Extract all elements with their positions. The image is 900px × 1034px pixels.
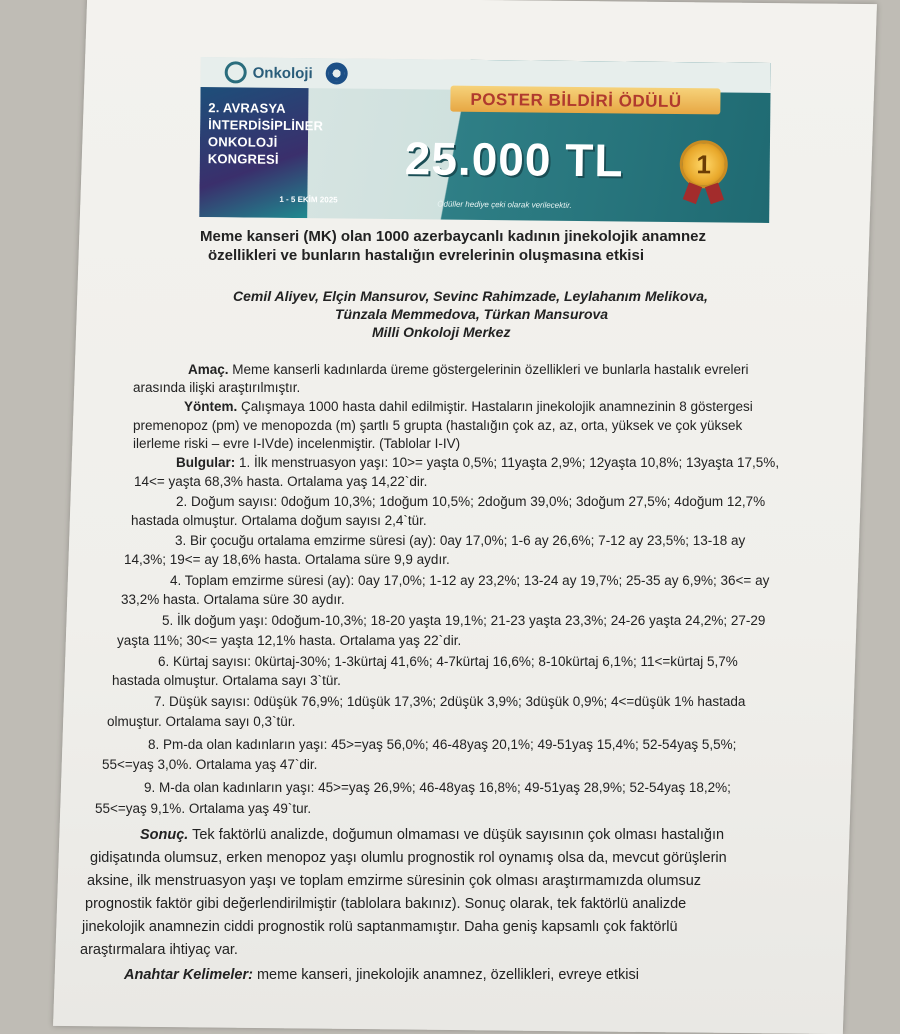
sonuc-line-4: prognostik faktör gibi değerlendirilmiştir (tablolara bakınız). Sonuç olarak, tek faktörlü analizde (85, 896, 687, 912)
sonuc-line-6: araştırmalara ihtiyaç var. (80, 942, 238, 958)
amac-line-2: arasında ilişki araştırılmıştır. (133, 380, 301, 395)
title-line-1: Meme kanseri (MK) olan 1000 azerbaycanlı kadının jinekolojik anamnez (200, 228, 707, 245)
bulgular-3-line-2: 14,3%; 19<= ay 18,6% hasta. Ortalama süre 9,9 aydır. (124, 552, 450, 567)
logo-text: Onkoloji (252, 64, 313, 83)
bulgular-6-line-2: hastada olmuştur. Ortalama sayı 3`tür. (112, 673, 341, 688)
sonuc-line-2: gidişatında olumsuz, erken menopoz yaşı olumlu prognostik rol oynamış olsa da, mevcut görüşlerin (90, 850, 727, 866)
congress-title-line: 2. AVRASYA (208, 100, 286, 116)
sonuc-line-3: aksine, ilk menstruasyon yaşı ve toplam emzirme süresinin çok olması araştırmamızda olumsuz (87, 873, 702, 889)
bulgular-4-line-2: 33,2% hasta. Ortalama süre 30 aydır. (121, 592, 345, 607)
keywords-line (124, 967, 639, 983)
congress-title-line: KONGRESİ (207, 151, 279, 167)
bulgular-text: 1. İlk menstruasyon yaşı: 10>= yaşta 0,5%; 11yaşta 2,9%; 12yaşta 10,8%; 13yaşta 17,5%, (235, 455, 780, 470)
amac-line-1 (188, 362, 749, 377)
title-line-2: özellikleri ve bunların hastalığın evrelerinin oluşmasına etkisi (208, 247, 644, 264)
yontem-line-1 (184, 399, 753, 414)
amac-label: Amaç. (188, 362, 229, 377)
congress-title-line: ONKOLOJİ (207, 134, 278, 150)
bulgular-1-line-2: 14<= yaşta 68,3% hasta. Ortalama yaş 14,22`dir. (134, 474, 428, 489)
bulgular-2-line-1: 2. Doğum sayısı: 0doğum 10,3%; 1doğum 10,5%; 2doğum 39,0%; 3doğum 27,5%; 4doğum 12,7% (176, 494, 766, 509)
sonuc-line-5: jinekolojik anamnezin ciddi prognostik rolü saptanmamıştır. Daha geniş kapsamlı çok faktörlü (82, 919, 678, 935)
bulgular-5-line-2: yaşta 11%; 30<= yaşta 12,1% hasta. Ortalama yaş 22`dir. (117, 633, 462, 648)
bulgular-2-line-2: hastada olmuştur. Ortalama doğum sayısı 2,4`tür. (131, 513, 427, 528)
medal-icon: 1 (680, 140, 729, 189)
bulgular-5-line-1: 5. İlk doğum yaşı: 0doğum-10,3%; 18-20 yaşta 19,1%; 21-23 yaşta 23,3%; 24-26 yaşta 24,2%; 27-29 (162, 613, 766, 628)
yontem-line-2: premenopoz (pm) ve menopozda (m) şartlı 5 grupta (hastalığın çok az, az, orta, yüksek ve çok yüksek (133, 418, 743, 433)
bulgular-9-line-1: 9. M-da olan kadınların yaşı: 45>=yaş 26,9%; 46-48yaş 16,8%; 49-51yaş 28,9%; 52-54yaş 18,2%; (144, 780, 731, 795)
sonuc-line-1 (140, 827, 724, 843)
authors-line-1: Cemil Aliyev, Elçin Mansurov, Sevinc Rahimzade, Leylahanım Melikova, (233, 288, 708, 304)
award-amount: 25.000 TL (404, 132, 624, 187)
institution: Milli Onkoloji Merkez (372, 324, 511, 340)
bulgular-6-line-1: 6. Kürtaj sayısı: 0kürtaj-30%; 1-3kürtaj 41,6%; 4-7kürtaj 16,6%; 8-10kürtaj 6,1%; 11<=kürtaj 5,7% (158, 654, 738, 669)
bulgular-8-line-1: 8. Pm-da olan kadınların yaşı: 45>=yaş 56,0%; 46-48yaş 20,1%; 49-51yaş 15,4%; 52-54yaş 5,5%; (148, 737, 737, 752)
bulgular-7-line-2: olmuştur. Ortalama sayı 0,3`tür. (107, 714, 296, 729)
bulgular-3-line-1: 3. Bir çocuğu ortalama emzirme süresi (ay): 0ay 17,0%; 1-6 ay 26,6%; 7-12 ay 23,5%; 13-18 ay (175, 533, 746, 548)
authors-line-2: Tünzala Memmedova, Türkan Mansurova (335, 306, 609, 322)
yontem-line-3: ilerleme riski – evre I-IVde) incelenmiştir. (Tablolar I-IV) (133, 436, 461, 451)
yontem-text: Çalışmaya 1000 hasta dahil edilmiştir. Hastaların jinekolojik anamnezinin 8 göstergesi (237, 399, 753, 414)
sonuc-label: Sonuç. (140, 827, 189, 843)
bulgular-7-line-1: 7. Düşük sayısı: 0düşük 76,9%; 1düşük 17,3%; 2düşük 3,9%; 3düşük 0,9%; 4<=düşük 1% hastada (154, 694, 746, 709)
bulgular-label: Bulgular: (176, 455, 236, 470)
congress-title-line: İNTERDİSİPLİNER (208, 117, 324, 134)
gift-note: Ödüller hediye çeki olarak verilecektir. (437, 199, 572, 210)
sonuc-text: Tek faktörlü analizde, doğumun olmaması ve düşük sayısının çok olması hastalığın (188, 827, 725, 843)
bulgular-9-line-2: 55<=yaş 9,1%. Ortalama yaş 49`tur. (95, 801, 312, 816)
keywords-label: Anahtar Kelimeler: (124, 967, 253, 983)
congress-date: 1 - 5 EKİM 2025 (279, 194, 338, 205)
bulgular-8-line-2: 55<=yaş 3,0%. Ortalama yaş 47`dir. (102, 757, 318, 772)
award-label: POSTER BİLDİRİ ÖDÜLÜ (470, 89, 682, 112)
bulgular-4-line-1: 4. Toplam emzirme süresi (ay): 0ay 17,0%; 1-12 ay 23,2%; 13-24 ay 19,7%; 25-35 ay 6,9%; 36<= ay (170, 573, 770, 588)
keywords-text: meme kanseri, jinekolojik anamnez, özellikleri, evreye etkisi (252, 967, 639, 983)
amac-text: Meme kanserli kadınlarda üreme göstergelerinin özellikleri ve bunlarla hastalık evreleri (228, 362, 749, 377)
bulgular-1-line-1 (176, 455, 779, 470)
yontem-label: Yöntem. (184, 399, 238, 414)
